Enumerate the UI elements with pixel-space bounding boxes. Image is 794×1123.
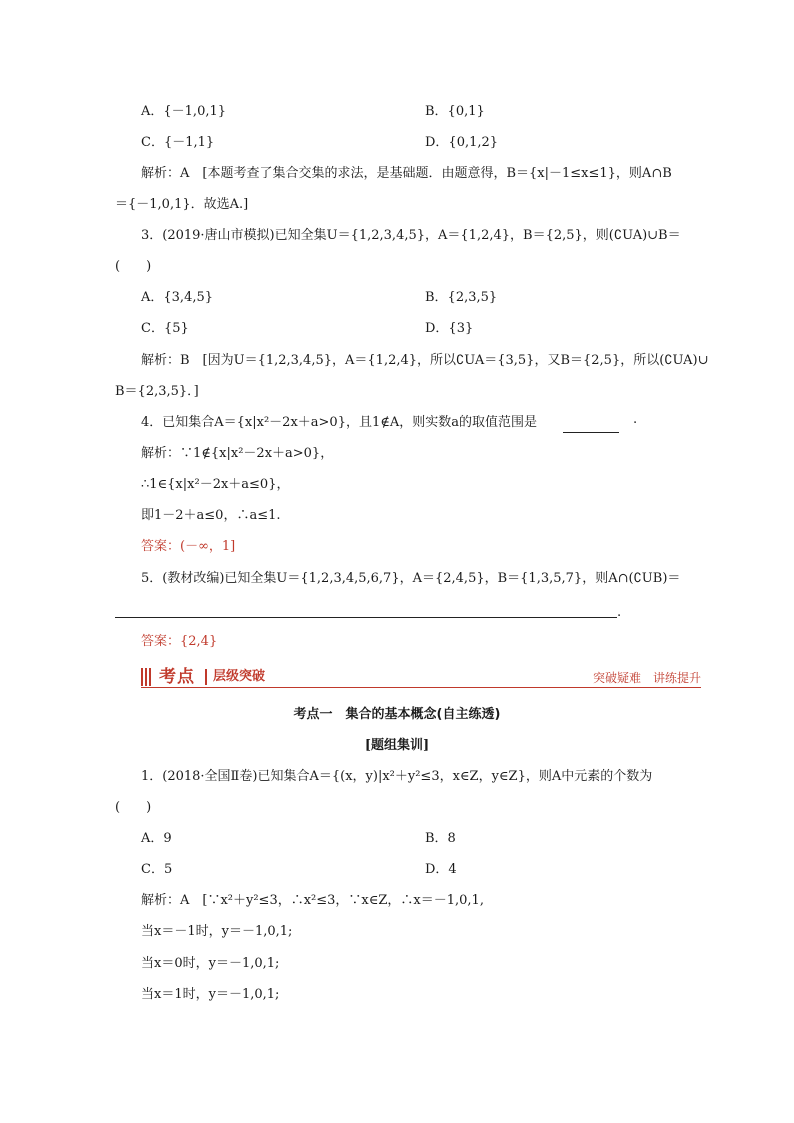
p1-option-c: C．5 <box>141 862 173 877</box>
banner-rule <box>141 687 701 688</box>
q2-solution-line2: ＝{－1,0,1}．故选A.] <box>115 197 249 212</box>
q4-stem: 4．已知集合A＝{x|x²－2x＋a>0}，且1∉A，则实数a的取值范围是 <box>141 415 538 430</box>
q3-option-c: C．{5} <box>141 321 189 336</box>
section-heading: 考点一 集合的基本概念(自主练透) <box>293 707 501 722</box>
q4-answer: 答案：(－∞，1] <box>141 539 236 554</box>
q4-solution-line2: ∴1∈{x|x²－2x＋a≤0}， <box>141 477 290 492</box>
section-subheading: [题组集训] <box>364 738 430 753</box>
p1-option-d: D．4 <box>425 862 457 877</box>
q3-solution-line2: B＝{2,3,5}．] <box>115 384 199 399</box>
p1-stem-line2: ( ) <box>115 800 152 815</box>
banner-stripes <box>141 668 153 686</box>
p1-solution-line4: 当x＝1时，y＝－1,0,1; <box>141 987 280 1002</box>
q3-option-d: D．{3} <box>425 321 474 336</box>
q4-answer-blank <box>563 432 619 433</box>
p1-solution-line3: 当x＝0时，y＝－1,0,1; <box>141 956 280 971</box>
q5-answer-blank <box>115 617 617 618</box>
q4-solution-line3: 即1－2＋a≤0，∴a≤1. <box>141 508 281 523</box>
q2-option-d: D．{0,1,2} <box>425 135 499 150</box>
banner-right-text: 突破疑难 讲练提升 <box>592 671 701 685</box>
q2-solution-line1: 解析：A [本题考查了集合交集的求法，是基础题．由题意得，B＝{x|－1≤x≤1}，则A∩B <box>141 166 672 181</box>
p1-solution-line2: 当x＝－1时，y＝－1,0,1; <box>141 924 293 939</box>
q5-stem: 5．(教材改编)已知全集U＝{1,2,3,4,5,6,7}，A＝{2,4,5}，B＝{1,3,5,7}，则A∩(∁UB)＝ <box>141 571 681 586</box>
q3-option-a: A．{3,4,5} <box>141 290 214 305</box>
q3-stem-line2: ( ) <box>115 259 152 274</box>
p1-option-b: B．8 <box>425 831 456 846</box>
q3-option-b: B．{2,3,5} <box>425 290 498 305</box>
banner-subtitle: 层级突破 <box>213 669 266 684</box>
q5-period: . <box>617 605 622 620</box>
banner-title: 考点 <box>159 667 195 687</box>
p1-stem-line1: 1．(2018·全国Ⅱ卷)已知集合A＝{(x，y)|x²＋y²≤3，x∈Z，y∈Z}，则A中元素的个数为 <box>141 769 653 784</box>
section-banner <box>141 666 701 688</box>
q2-option-a: A．{－1,0,1} <box>141 104 227 119</box>
banner-divider <box>205 669 207 685</box>
q5-answer: 答案：{2,4} <box>141 634 218 649</box>
q4-period: . <box>633 412 638 427</box>
q4-solution-line1: 解析：∵1∉{x|x²－2x＋a>0}， <box>141 446 334 461</box>
q2-option-c: C．{－1,1} <box>141 135 215 150</box>
q3-stem-line1: 3．(2019·唐山市模拟)已知全集U＝{1,2,3,4,5}，A＝{1,2,4}，B＝{2,5}，则(∁UA)∪B＝ <box>141 228 681 243</box>
q2-option-b: B．{0,1} <box>425 104 485 119</box>
p1-option-a: A．9 <box>141 831 172 846</box>
p1-solution-line1: 解析：A [∵x²＋y²≤3，∴x²≤3，∵x∈Z，∴x＝－1,0,1, <box>141 893 484 908</box>
q3-solution-line1: 解析：B [因为U＝{1,2,3,4,5}，A＝{1,2,4}，所以∁UA＝{3,5}，又B＝{2,5}，所以(∁UA)∪ <box>141 353 709 368</box>
